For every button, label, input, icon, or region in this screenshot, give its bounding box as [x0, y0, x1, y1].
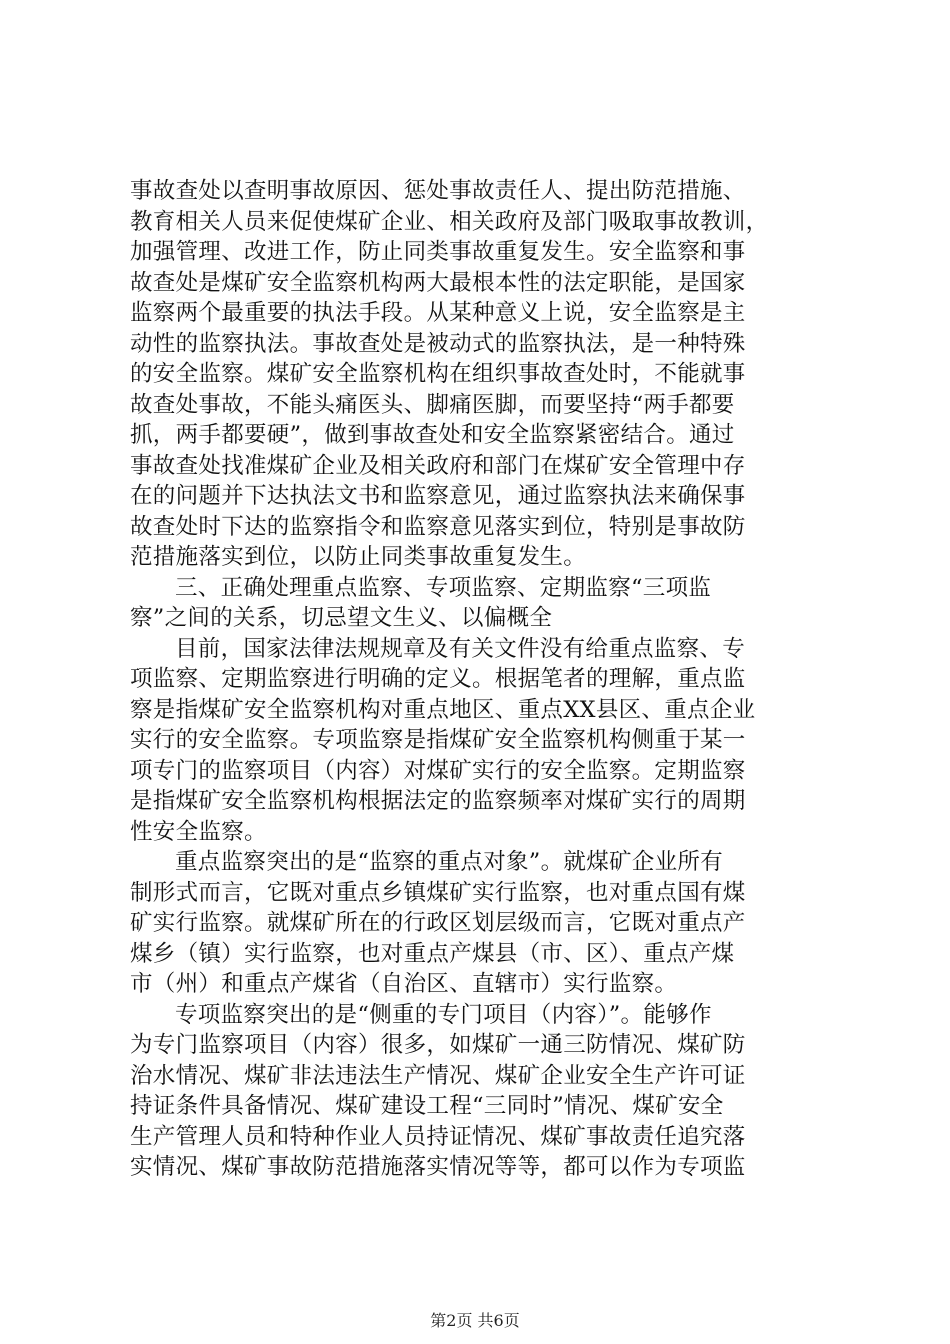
- text-line: 实行的安全监察。专项监察是指煤矿安全监察机构侧重于某一: [130, 727, 746, 753]
- text-line: 治水情况、煤矿非法违法生产情况、煤矿企业安全生产许可证: [130, 1062, 746, 1089]
- text-line: 抓，两手都要硬”，做到事故查处和安全监察紧密结合。通过: [130, 422, 735, 448]
- text-line: 项监察、定期监察进行明确的定义。根据笔者的理解，重点监: [130, 666, 746, 692]
- text-line: 性安全监察。: [130, 818, 267, 845]
- text-line: 加强管理、改进工作，防止同类事故重复发生。安全监察和事: [130, 239, 746, 265]
- text-line: 煤乡（镇）实行监察，也对重点产煤县（市、区）、重点产煤: [130, 940, 735, 967]
- text-line: 市（州）和重点产煤省（自治区、直辖市）实行监察。: [130, 971, 678, 997]
- text-line: 项专门的监察项目（内容）对煤矿实行的安全监察。定期监察: [130, 757, 746, 784]
- text-line: 重点监察突出的是“监察的重点对象”。就煤矿企业所有: [175, 849, 724, 875]
- text-line: 察是指煤矿安全监察机构对重点地区、重点XX县区、重点企业: [130, 696, 756, 723]
- text-line: 动性的监察执法。事故查处是被动式的监察执法，是一种特殊: [130, 330, 746, 357]
- text-line: 制形式而言，它既对重点乡镇煤矿实行监察，也对重点国有煤: [130, 879, 746, 906]
- section-heading-line: 三、正确处理重点监察、专项监察、定期监察“三项监: [175, 574, 712, 601]
- text-line: 在的问题并下达执法文书和监察意见，通过监察执法来确保事: [130, 483, 746, 509]
- text-line: 实情况、煤矿事故防范措施落实情况等等，都可以作为专项监: [130, 1154, 746, 1180]
- body-text: [130, 176, 830, 1183]
- text-line: 目前，国家法律法规规章及有关文件没有给重点监察、专: [175, 635, 746, 662]
- text-line: 事故查处找准煤矿企业及相关政府和部门在煤矿安全管理中存: [130, 452, 746, 479]
- text-line: 监察两个最重要的执法手段。从某种意义上说，安全监察是主: [130, 300, 746, 326]
- page-number-footer: 第2页 共6页: [430, 1311, 520, 1330]
- text-line: 的安全监察。煤矿安全监察机构在组织事故查处时，不能就事: [130, 361, 746, 387]
- text-line: 专项监察突出的是“侧重的专门项目（内容）”。能够作: [175, 1001, 712, 1028]
- text-line: 故查处是煤矿安全监察机构两大最根本性的法定职能，是国家: [130, 269, 746, 296]
- text-line: 持证条件具备情况、煤矿建设工程“三同时”情况、煤矿安全: [130, 1093, 724, 1119]
- section-heading-line: 察”之间的关系，切忌望文生义、以偏概全: [130, 605, 553, 631]
- text-line: 矿实行监察。就煤矿所在的行政区划层级而言，它既对重点产: [130, 910, 746, 936]
- text-line: 故查处事故，不能头痛医头、脚痛医脚，而要坚持“两手都要: [130, 391, 735, 418]
- text-line: 为专门监察项目（内容）很多，如煤矿一通三防情况、煤矿防: [130, 1032, 746, 1058]
- text-line: 故查处时下达的监察指令和监察意见落实到位，特别是事故防: [130, 513, 746, 540]
- text-line: 是指煤矿安全监察机构根据法定的监察频率对煤矿实行的周期: [130, 788, 746, 814]
- text-line: 教育相关人员来促使煤矿企业、相关政府及部门吸取事故教训，: [130, 208, 769, 235]
- text-line: 事故查处以查明事故原因、惩处事故责任人、提出防范措施、: [130, 178, 746, 204]
- text-line: 范措施落实到位，以防止同类事故重复发生。: [130, 544, 587, 570]
- text-line: 生产管理人员和特种作业人员持证情况、煤矿事故责任追究落: [130, 1123, 746, 1150]
